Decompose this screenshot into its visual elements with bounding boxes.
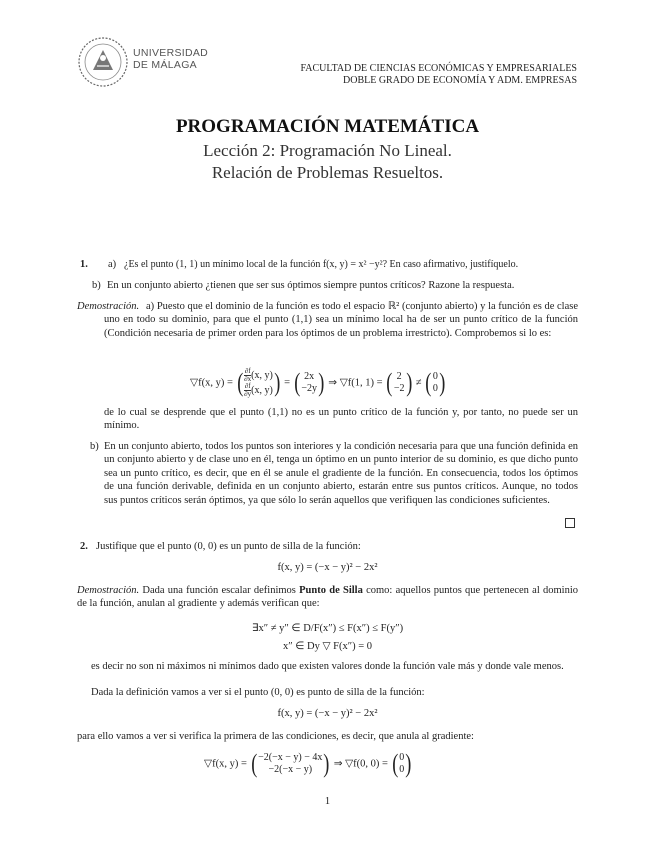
demo-1-label: Demostración.: [77, 301, 140, 312]
demo-2-para1: es decir no son ni máximos ni mínimos dado que existen valores donde la función vale más y donde vale menos.: [91, 661, 564, 672]
demo-1a-text: a) Puesto que el dominio de la función es todo el espacio ℝ² (conjunto abierto) y la función es de clase uno en todo su dominio, para que el punto (1,1) sea un mínimo local ha de ser un punto crítico de la función (Condición necesaria de primer orden para los óptimos de un problema irrestricto). Comprobemos si lo es:: [104, 301, 578, 339]
faculty-line1: FACULTAD DE CIENCIAS ECONÓMICAS Y EMPRESARIALES: [300, 63, 577, 74]
eq2-gradient-vector: −2(−x − y) − 4x −2(−x − y): [258, 752, 323, 775]
saddle-point-term: Punto de Silla: [299, 585, 363, 596]
eq2-implies: ⇒ ▽f(0, 0) =: [333, 758, 388, 770]
conclusion-1a: de lo cual se desprende que el punto (1,1) no es un punto crítico de la función y, por tanto, no puede ser un mínimo.: [104, 407, 578, 432]
problem-2-number: 2.: [80, 541, 88, 552]
eq1-evaluated-vector: 2 −2: [393, 371, 405, 394]
problem-1a-label: a): [108, 259, 117, 270]
gradient-equation-1: ▽f(x, y) = ( $\frac{\partial f}{\partial x}$ (x, y) $\frac{\partial f}{\partial y}$ (x, y)) = ( 2x −2y) ⇒ ▽f(1, 1) = ( 2 −2) ≠ (0 0): [190, 367, 446, 398]
problem-1a-text: ¿Es el punto (1, 1) un mínimo local de la función f(x, y) = x² −y²? En caso afirmativo, justifíquelo.: [124, 259, 519, 270]
problem-2-function: f(x, y) = (−x − y)² − 2x²: [277, 562, 378, 573]
university-name: [133, 47, 208, 71]
problem-1b-text: En un conjunto abierto ¿tienen que ser sus óptimos siempre puntos críticos? Razone la respuesta.: [107, 280, 515, 291]
demo-2-paragraph: Demostración. Dada una función escalar definimos Punto de Silla como: aquellos puntos que pertenecen al dominio de la función, anulan al gradiente y además verifican que:: [77, 585, 579, 610]
eq1-zero-vector: 0 0: [432, 371, 438, 394]
problem-2-statement: Justifique que el punto (0, 0) es un punto de silla de la función:: [96, 541, 361, 552]
demo-2-para3: para ello vamos a ver si verifica la primera de las condiciones, es decir, que anula al gradiente:: [77, 731, 474, 742]
eq2-lhs: ▽f(x, y) =: [204, 758, 247, 770]
saddle-condition-2: x″ ∈ Dy ▽ F(x″) = 0: [282, 641, 373, 652]
problem-1b-label: b): [92, 280, 101, 291]
document-subtitle-2: Relación de Problemas Resueltos.: [211, 163, 444, 182]
university-line2: DE MÁLAGA: [133, 59, 197, 71]
faculty-header: [300, 63, 577, 87]
faculty-line2: DOBLE GRADO DE ECONOMÍA Y ADM. EMPRESAS: [343, 75, 577, 86]
saddle-condition-1: ∃x″ ≠ y″ ∈ D/F(x″) ≤ F(x″) ≤ F(y″): [251, 623, 404, 634]
eq1-lhs: ▽f(x, y) =: [190, 377, 233, 389]
document-subtitle-1: Lección 2: Programación No Lineal.: [203, 141, 452, 160]
eq2-zero-vector: 0 0: [399, 752, 405, 775]
document-title: PROGRAMACIÓN MATEMÁTICA: [175, 116, 480, 137]
qed-box: [565, 518, 575, 528]
problem-2-function-repeat: f(x, y) = (−x − y)² − 2x²: [277, 708, 378, 719]
gradient-equation-2: ▽f(x, y) = (−2(−x − y) − 4x −2(−x − y) ) ⇒ ▽f(0, 0) = (0 0): [204, 749, 412, 778]
page-number: 1: [324, 796, 331, 807]
demo-2-para2: Dada la definición vamos a ver si el punto (0, 0) es punto de silla de la función:: [91, 687, 425, 698]
problem-1-number: 1.: [80, 259, 88, 270]
demo-1b-label: b): [90, 441, 99, 452]
eq1-gradient-vector: 2x −2y: [301, 371, 317, 394]
demo-2-label: Demostración.: [77, 585, 140, 596]
eq1-implies: ⇒ ▽f(1, 1) =: [328, 377, 383, 389]
eq1-partials: $\frac{\partial f}{\partial x}$ (x, y) $\frac{\partial f}{\partial y}$ (x, y): [244, 367, 273, 398]
university-line1: UNIVERSIDAD: [133, 47, 209, 59]
university-logo: [77, 36, 129, 88]
demo-1b-text: En un conjunto abierto, todos los puntos son interiores y la condición necesaria para que una función definida en un conjunto abierto y de clase uno en él, tenga un óptimo en un punto interior de su dominio, es que dicho punto sea un punto crítico, es decir, que en él se anule el gradiente de la función. En consecuencia, todos los óptimos de una función derivable, definida en un conjunto abierto, estarán entre sus puntos críticos. Aunque, no todos sus puntos críticos serán óptimos, ya que sólo lo serán aquellos que verifiquen las condiciones suficientes.: [104, 441, 578, 506]
